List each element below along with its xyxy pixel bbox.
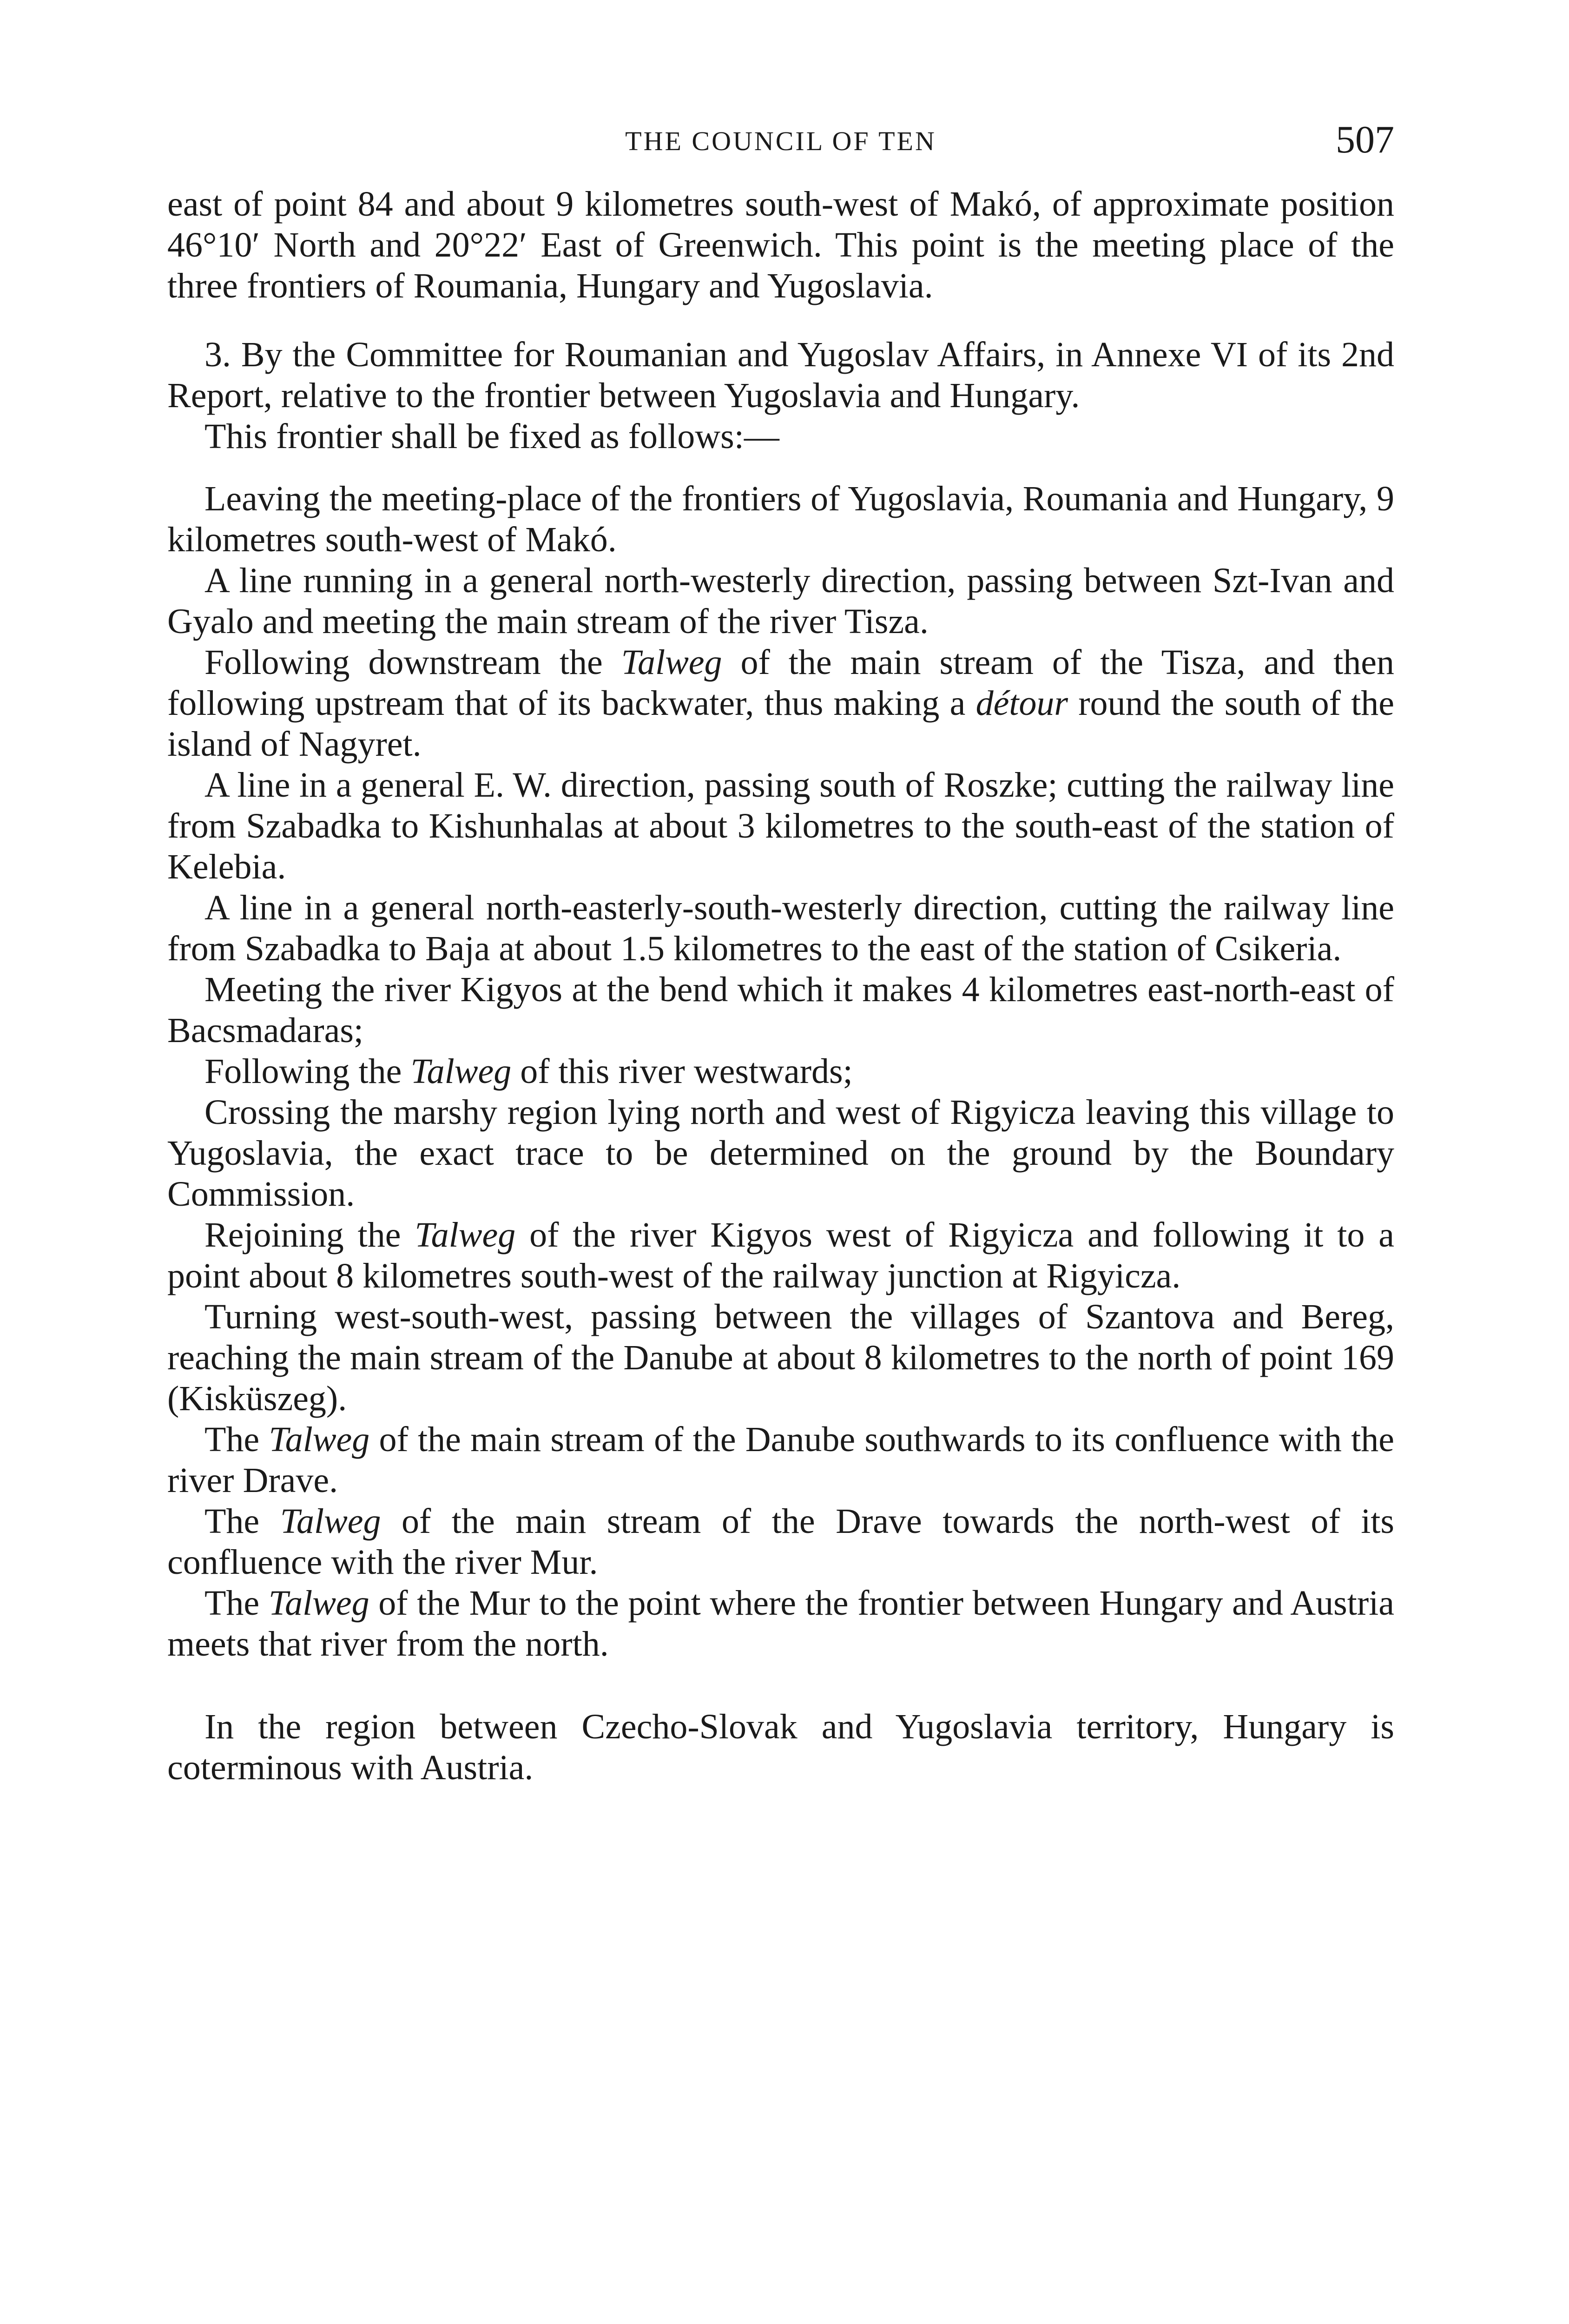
- paragraph-frontier-7: Following the Talweg of this river westwards;: [204, 1052, 853, 1091]
- talweg-term: Talweg: [280, 1502, 381, 1541]
- paragraph-frontier-9: Rejoining the Talweg of the river Kigyos west of Rigyicza and following it to a point about 8 kilometres south-west of the railway junction at Rigyicza.: [167, 1215, 1394, 1295]
- body-text: [167, 184, 1394, 1788]
- talweg-term: Talweg: [268, 1584, 369, 1623]
- talweg-term: Talweg: [410, 1052, 512, 1091]
- paragraph-frontier-13: The Talweg of the Mur to the point where the frontier between Hungary and Austria meets that river from the north.: [167, 1584, 1394, 1664]
- paragraph-frontier-6: Meeting the river Kigyos at the bend which it makes 4 kilometres east-north-east of Bacsmadaras;: [167, 970, 1394, 1050]
- talweg-term: Talweg: [621, 643, 722, 682]
- page-number: 507: [1336, 118, 1394, 161]
- paragraph-frontier-8: Crossing the marshy region lying north and west of Rigyicza leaving this village to Yugoslavia, the exact trace to be determined on the ground by the Boundary Commission.: [167, 1093, 1394, 1214]
- running-head: THE COUNCIL OF TEN: [625, 126, 936, 156]
- paragraph-frontier-11: The Talweg of the main stream of the Danube southwards to its confluence with the river Drave.: [167, 1420, 1395, 1500]
- paragraph-frontier-3: Following downstream the Talweg of the main stream of the Tisza, and then following upstream that of its backwater, thus making a détour round the south of the island of Nagyret.: [167, 643, 1394, 764]
- paragraph-frontier-2: A line running in a general north-westerly direction, passing between Szt-Ivan and Gyalo and meeting the main stream of the river Tisza.: [167, 561, 1394, 641]
- document-page: [167, 107, 1394, 1788]
- page-header: [167, 107, 1394, 163]
- detour-term: détour: [976, 684, 1068, 723]
- paragraph-frontier-5: A line in a general north-easterly-south-westerly direction, cutting the railway line from Szabadka to Baja at about 1.5 kilometres to the east of the station of Csikeria.: [167, 888, 1394, 968]
- paragraph-continuation: east of point 84 and about 9 kilometres south-west of Makó, of approximate position 46°10′ North and 20°22′ East of Greenwich. This point is the meeting place of the three frontiers of Roumania, Hungary and Yugoslavia.: [167, 185, 1394, 305]
- paragraph-frontier-4: A line in a general E. W. direction, passing south of Roszke; cutting the railway line from Szabadka to Kishunhalas at about 3 kilometres to the south-east of the station of Kelebia.: [167, 766, 1394, 886]
- paragraph-intro: This frontier shall be fixed as follows:—: [204, 417, 779, 456]
- paragraph-section-3: 3. By the Committee for Roumanian and Yugoslav Affairs, in Annexe VI of its 2nd Report, relative to the frontier between Yugoslavia and Hungary.: [167, 335, 1394, 415]
- talweg-term: Talweg: [415, 1215, 516, 1254]
- paragraph-frontier-10: Turning west-south-west, passing between the villages of Szantova and Bereg, reaching the main stream of the Danube at about 8 kilometres to the north of point 169 (Kisküszeg).: [167, 1297, 1394, 1418]
- paragraph-frontier-1: Leaving the meeting-place of the frontiers of Yugoslavia, Roumania and Hungary, 9 kilometres south-west of Makó.: [167, 479, 1394, 559]
- paragraph-frontier-12: The Talweg of the main stream of the Drave towards the north-west of its confluence with the river Mur.: [167, 1502, 1394, 1582]
- paragraph-conclusion: In the region between Czecho-Slovak and Yugoslavia territory, Hungary is coterminous with Austria.: [167, 1707, 1394, 1787]
- talweg-term: Talweg: [269, 1420, 370, 1459]
